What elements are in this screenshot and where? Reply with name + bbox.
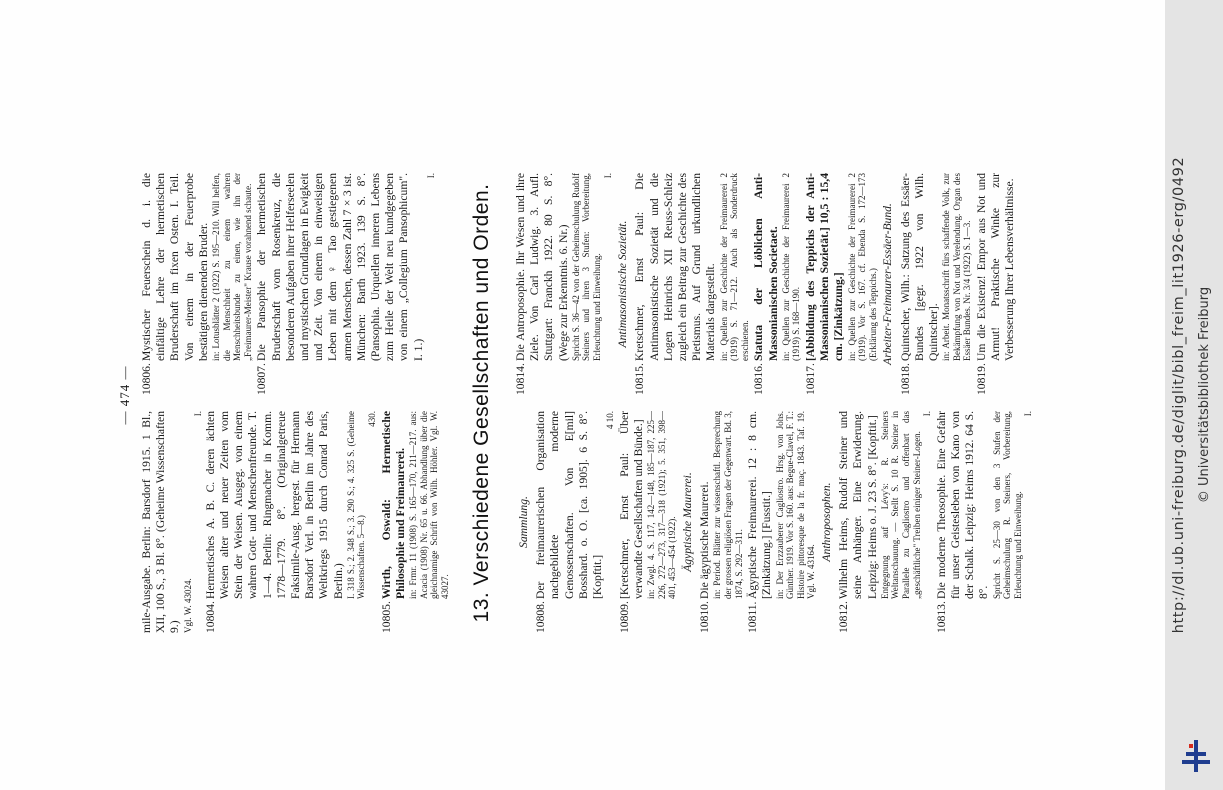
entry-mark: I.	[1023, 411, 1034, 417]
entry-text: Ägyptische Freimaurerei. 12 : 8 cm. [Zinkätzung.] [Fusstit.]	[746, 411, 774, 599]
continuation-text: mile-Ausgabe. Berlin: Barsdorf 1915. 1 Bl., XII, 100 S., 3 Bl. 8°. (Geheime Wissenschaften 9.)	[140, 411, 182, 633]
entry-number: 10806.	[140, 363, 153, 395]
sidebar	[1165, 0, 1223, 790]
entry-number: 10814.	[514, 363, 527, 395]
entry-number: 10819.	[974, 363, 988, 395]
entry-note: I. 318 S.; 2. 348 S.; 3. 290 S.; 4. 325 S. (Geheime Wissenschaften. 5—8.)	[345, 411, 367, 599]
entry-text: [Abbildung des Teppichs der Anti-Massonianischen Sozietät.] 10,5 : 15,4 cm. [Zinkätzung.]	[803, 173, 846, 361]
column-d	[514, 173, 1020, 395]
entry-number: 10813.	[934, 601, 948, 633]
subheading: Arbeiter-Freimaurer-Essäer-Bund.	[881, 203, 895, 365]
entry-text: Hermetisches A. B. C. deren ächten Weisen alter und neuer Zeiten vom Stein der Weisen. Ausgeg. von einem wahren Gott- und Menschenfreunde. T. 1—4. Berlin: Ringmacher in Komm. 1778—1779. 8°. (Originalgetreue Faksimile-Ausg. hergest. für Hermann Barsdorf Verl. in Berlin im Jahre des Weltkriegs 1915 durch Conrad Paris, Berlin.)	[203, 411, 345, 599]
entry-text: Mystischer Feuerschein d. i. die einfältige Lehre der hermetischen Bruderschaft im fixen Osten. I. Teil. Von einem in der Feuerprobe bestätigten dienenden Bruder.	[140, 173, 210, 361]
copyright-notice: © Universitätsbibliothek Freiburg	[1197, 286, 1212, 504]
entry-note: in: Frmr. 11 (1908) S. 165—170, 211—217. aus: Acacia (1908) Nr. 65 u. 66. Abhandlung über die gleichnamige Schrift von Wilh. Höhler. Vgl. W. 43027.	[408, 411, 450, 599]
entry-number: 10812.	[837, 601, 851, 633]
entry-number: 10804.	[203, 601, 217, 633]
entry-note: in: Lotusblätter 2 (1922) S. 195—210. Will helfen, die Menschheit zu einem wahren Menschheitsbunde zu einen, wie ihn der „Freimaurer-Meister" Krause vorahnend schaute.	[211, 173, 253, 361]
page-number: — 474 —	[117, 365, 132, 425]
entry-text: Um die Existenz! Empor aus Not und Armut! Praktische Winke zur Verbesserung Ihrer Lebensverhältnisse.	[974, 173, 1017, 361]
subheading: Sammlung.	[517, 496, 530, 548]
entry-number: 10817.	[803, 363, 817, 395]
entry-mark: 430.	[367, 411, 378, 427]
entry-note: Entgegnung auf Lévy's: R. Steiners Weltanschauung. — Stellt S. 10 R. Steiner in Parallele zu Cagliostro und offenbart das „geschäftliche" Treiben einiger Steiner-Logen.	[879, 411, 922, 599]
column-a	[140, 411, 452, 633]
subheading: Antimasonistische Sozietät.	[616, 220, 630, 348]
entry-text: [Kretschmer, Ernst Paul: Über verwandte Gesellschaften und Bünde.]	[617, 411, 646, 599]
entry-text: Die ägyptische Maurerei.	[698, 481, 712, 599]
entry-mark: 4 10.	[605, 411, 616, 429]
entry-number: 10811.	[746, 601, 760, 633]
entry-10818	[899, 173, 973, 395]
entry-10819	[975, 173, 1018, 395]
entry-number: 10805.	[379, 601, 393, 633]
entry-number: 10815.	[633, 363, 647, 395]
entry-note: in: Arbeit. Monatsschrift fürs schaffende Volk, zur Bekämpfung von Not und Verelendung. Organ des Essäer Bundes. Nr. 3/4 (1922) S. 1—3.	[941, 173, 973, 361]
entry-10805	[380, 411, 451, 633]
section-heading: 13. Verschiedene Gesellschaften und Orden.	[470, 183, 493, 623]
entry-note: in: Period. Blätter zur wissenschaftl. Besprechung der grossen religiösen Fragen der Gegenwart. Bd. 3, 1874, S. 292—311.	[712, 411, 744, 599]
entry-number: 10809.	[617, 601, 631, 633]
entry-text: Die moderne Theosophie. Eine Gefahr für unser Geistesleben von Kano von der Schalk. Leipzig: Heims 1912. 64 S. 8°.	[934, 411, 991, 599]
entry-text: Der freimaurerischen Organisation nachgebildete moderne Genossenschaften. Von E[mil] Bosshard. o. O. [ca. 1905]. 6 S. 8°. [Kopftit.]	[534, 411, 605, 599]
entry-text: Kretschmer, Ernst Paul: Die Antimasonistische Sozietät und die Logen Heinrichs XII Reuss-Schleiz zugleich ein Beitrag zur Geschichte des Pietismus. Auf Grund urkundlichen Materials dargestellt.	[633, 173, 718, 361]
continuation-note: Vgl. W. 43024.	[182, 578, 193, 633]
entry-text: Die Pansophie der hermetischen Bruderschaft vom Rosenkreuz, die besonderen Aufgaben ihrer Helferseelen und mystischen Grundlagen in Ewigkeit und Zeit. Von einem in einweisigen Leben mit dem ♀ Tao gestiegenen armen Menschen, dessen Zahl 7 × 3 ist. München: Barth 1923. 139 S. 8°. (Pansophia. Urquellen inneren Lebens zum Heile der Welt neu kundgegeben von einem „Collegium Pansophicum". I. 1.)	[255, 173, 425, 361]
entry-10804	[204, 411, 378, 633]
source-url[interactable]: http://dl.ub.uni-freiburg.de/diglit/bibl_freim_lit1926-erg/0492	[1171, 156, 1187, 634]
continuation-mark: I.	[193, 411, 204, 417]
entry-note: in: Der Erzzauberer Cagliostro. Hrsg. von Johs. Günther. 1919. Vor S. 160. aus: Begue-Clavel, F. T.: Histoire pittoresque de la fr. maç. 1843. Taf. 19. Vgl. W. 43164.	[774, 411, 817, 599]
entry-10807	[255, 173, 436, 395]
entry-10813	[935, 411, 1034, 633]
entry-text: Wirth, Oswald: Hermetische Philosophie und Freimaurerei.	[379, 411, 407, 599]
entry-mark: I.	[922, 411, 933, 417]
entry-10815	[633, 173, 750, 395]
entry-10810	[698, 411, 744, 633]
entry-number: 10808.	[534, 601, 548, 633]
library-logo-icon	[1178, 738, 1214, 774]
entry-note: in: Quellen zur Geschichte der Freimaurerei 2 (1919) S. 71—212. Auch als Sonderdruck erschienen.	[718, 173, 750, 361]
entry-10809	[618, 411, 678, 633]
entry-note: in: Quellen zur Geschichte der Freimaurerei 2 (1919) S. 168—190.	[780, 173, 802, 361]
entry-10808	[534, 411, 616, 633]
entry-10814	[514, 173, 613, 395]
entry-note: Spricht S. 36—42 von der Geheimschulung Rudolf Steiners und ihren 3 Stufen: Vorbereitung, Erleuchtung und Einweihung.	[570, 173, 602, 361]
entry-number: 10810.	[698, 601, 712, 633]
entry-number: 10816.	[752, 363, 766, 395]
entry-text: Quintscher, Wilh.: Satzung des Essäer-Bundes [gegr. 1922 von Wilh. Quintscher].	[898, 173, 940, 361]
entry-note: Spricht S. 25—30 von den 3 Stufen der Geheimschulung R. Steiners, Vorbereitung, Erleuchtung und Einweihung.	[991, 411, 1023, 599]
entry-10816	[752, 173, 802, 395]
entry-number: 10818.	[898, 363, 912, 395]
subheading: Ägyptische Maurerei.	[681, 472, 694, 572]
subheading: Anthroposophen.	[819, 482, 833, 562]
entry-text: Die Antroposophie. Ihr Wesen und ihre Ziele. Von Carl Ludwig. 3. Aufl. Stuttgart: Franckh 1922. 80 S. 8°. (Wege zur Erkenntnis. 6. Nr.)	[514, 173, 570, 361]
entry-10812	[837, 411, 933, 633]
entry-10811	[746, 411, 817, 633]
entry-mark: I.	[425, 173, 436, 179]
entry-10817	[804, 173, 878, 395]
sidebar-text	[1165, 0, 1223, 790]
entry-text: Wilhelm Heims, Rudolf Steiner und seine Anhänger. Eine Erwiderung. Leipzig: Heims o. J. 23 S. 8°. [Kopftit.]	[837, 411, 879, 599]
entry-mark: I.	[602, 173, 613, 179]
column-c	[514, 411, 1036, 633]
column-b	[140, 173, 438, 395]
entry-note: in: Zwgl. 4. S. 117, 142—148, 185—187, 225—226, 272—273, 317—318 (1921); 5. 351, 398—401, 453—454 (1922).	[646, 411, 678, 599]
entry-10806	[140, 173, 253, 395]
entry-text: Statuta der Löblichen Anti-Massonianischen Societaet.	[752, 173, 780, 361]
entry-note: in: Quellen zur Geschichte der Freimaurerei 2 (1919). Vor S. 167. cf. Ebenda S. 172—173 (Erklärung des Teppichs.)	[846, 173, 878, 361]
entry-number: 10807.	[255, 363, 269, 395]
